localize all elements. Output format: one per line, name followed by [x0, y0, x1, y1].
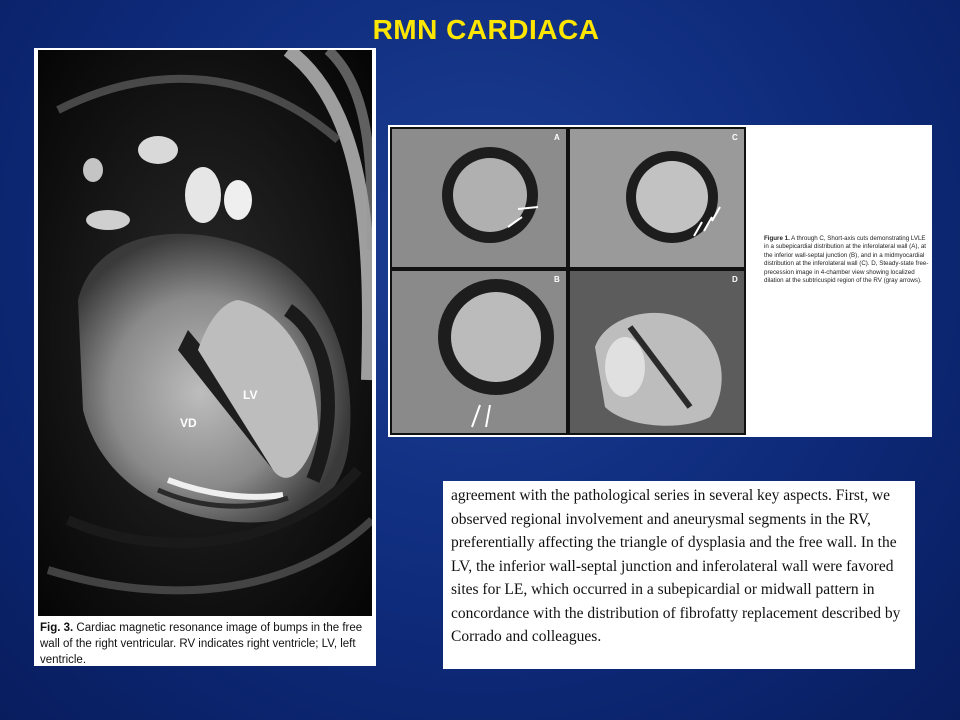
panel-label-a: A: [554, 133, 560, 142]
mri-panel-c: [570, 129, 744, 267]
mri-panel-b: [392, 271, 566, 433]
panel-label-b: B: [554, 275, 560, 284]
panel-label-c: C: [732, 133, 738, 142]
panel-label-d: D: [732, 275, 738, 284]
cardiac-mri-image: [38, 50, 372, 616]
figure-1-caption-label: Figure 1.: [764, 235, 790, 242]
article-excerpt: [443, 481, 915, 669]
lv-label: LV: [243, 388, 258, 402]
excerpt-paragraph: agreement with the pathological series in several key aspects. First, we observed regional involvement and aneurysmal segments in the RV, preferentially affecting the triangle of dysplasia and the free wall. In the LV, the inferior wall-septal junction and inferolateral wall were favored sites for LE, which occurred in a subepicardial or midwall pattern in concordance with the distribution of fibrofatty replacement described by Corrado and colleagues.: [451, 487, 901, 645]
vd-label: VD: [180, 416, 197, 430]
slide-title: RMN CARDIACA: [372, 14, 600, 45]
figure-3-panel: [34, 48, 376, 666]
mri-panel-d: [570, 271, 744, 433]
figure-3-caption-text: Cardiac magnetic resonance image of bumps in the free wall of the right ventricular. RV indicates right ventricle; LV, left ventricle.: [40, 622, 363, 666]
figure-1-caption: [764, 235, 930, 285]
figure-3-caption: [40, 620, 372, 668]
figure-1-panel: [388, 125, 932, 437]
figure-3-caption-label: Fig. 3.: [40, 622, 74, 634]
short-axis-mri-grid: [390, 127, 746, 435]
figure-1-caption-text: A through C, Short-axis cuts demonstrating LVLE in a subepicardial distribution at the inferolateral wall (A), at the inferior wall-septal junction (B), and in a midmyocardial distribution at the inferolateral wall (C). D, Steady-state free-precession image in 4-chamber view showing localized dilation at the subtricuspid region of the RV (gray arrows).: [764, 235, 929, 285]
mri-panel-a: [392, 129, 566, 267]
